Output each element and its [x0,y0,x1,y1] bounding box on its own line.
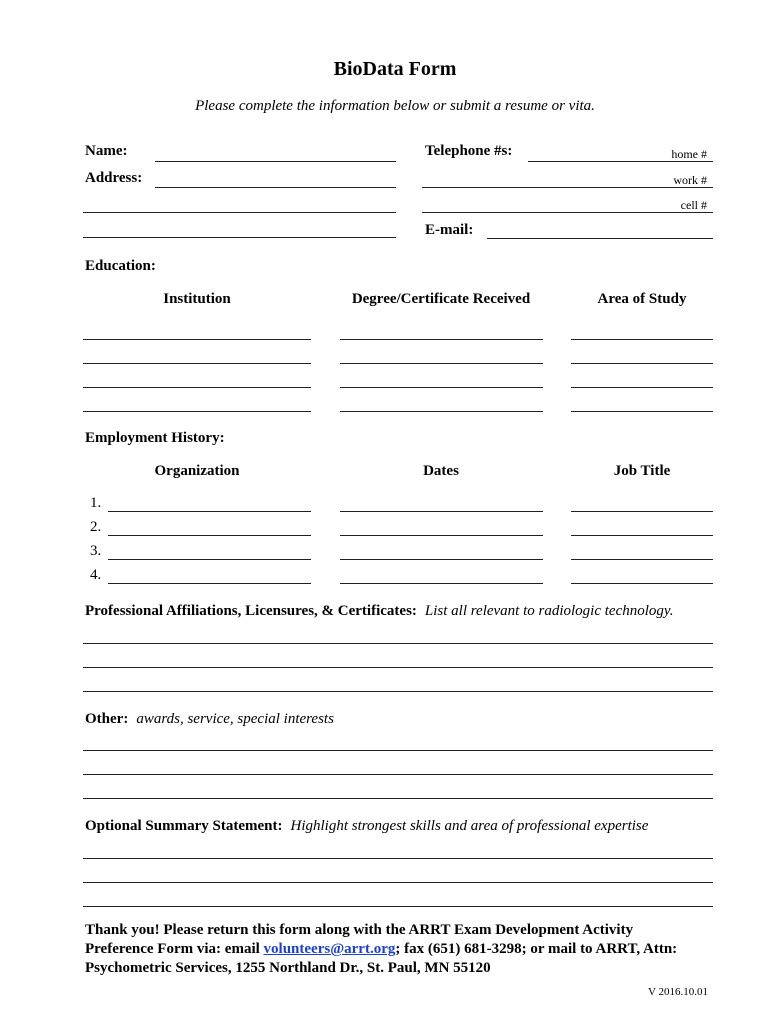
footer-line-3: Psychometric Services, 1255 Northland Dr., St. Paul, MN 55120 [85,960,491,976]
degree-field[interactable] [340,363,543,364]
column-degree: Degree/Certificate Received [351,291,531,307]
job-title-field[interactable] [571,511,713,512]
cell-phone-field[interactable] [422,212,713,213]
employment-heading: Employment History: [85,430,225,446]
other-field[interactable] [83,750,713,751]
address-field-3[interactable] [83,237,396,238]
work-phone-field[interactable] [422,187,713,188]
institution-field[interactable] [83,339,311,340]
job-title-field[interactable] [571,535,713,536]
row-number: 3. [90,543,102,559]
degree-field[interactable] [340,387,543,388]
row-number: 2. [90,519,102,535]
column-organization: Organization [154,463,240,479]
institution-field[interactable] [83,363,311,364]
footer-line-2-pre: Preference Form via: email [85,941,264,957]
address-field-1[interactable] [155,187,396,188]
summary-field[interactable] [83,858,713,859]
organization-field[interactable] [108,511,311,512]
summary-field[interactable] [83,906,713,907]
area-of-study-field[interactable] [571,411,713,412]
affiliations-field[interactable] [83,643,713,644]
row-number: 1. [90,495,102,511]
institution-field[interactable] [83,411,311,412]
footer-line-2-post: ; fax (651) 681-3298; or mail to ARRT, Attn: [395,941,678,957]
affiliations-field[interactable] [83,691,713,692]
column-institution: Institution [163,291,231,307]
email-label: E-mail: [425,222,474,238]
education-heading: Education: [85,258,156,274]
email-link[interactable]: volunteers@arrt.org [263,941,396,957]
degree-field[interactable] [340,339,543,340]
version-label: V 2016.10.01 [648,986,708,998]
area-of-study-field[interactable] [571,363,713,364]
page-title: BioData Form [333,58,457,80]
summary-heading: Optional Summary Statement: [85,818,283,834]
other-section [85,711,334,727]
affiliations-section [85,603,674,619]
work-label: work # [673,173,707,187]
organization-field[interactable] [108,535,311,536]
name-field[interactable] [155,161,396,162]
address-field-2[interactable] [83,212,396,213]
organization-field[interactable] [108,559,311,560]
row-number: 4. [90,567,102,583]
organization-field[interactable] [108,583,311,584]
footer-line-2 [85,942,677,957]
affiliations-hint: List all relevant to radiologic technology. [424,603,674,619]
job-title-field[interactable] [571,583,713,584]
home-phone-field[interactable] [528,161,713,162]
area-of-study-field[interactable] [571,339,713,340]
job-title-field[interactable] [571,559,713,560]
degree-field[interactable] [340,411,543,412]
affiliations-heading: Professional Affiliations, Licensures, & Certificates: [85,603,417,619]
name-label: Name: [85,143,128,159]
dates-field[interactable] [340,559,543,560]
affiliations-field[interactable] [83,667,713,668]
summary-field[interactable] [83,882,713,883]
dates-field[interactable] [340,511,543,512]
column-area-of-study: Area of Study [597,291,687,307]
email-field[interactable] [487,238,713,239]
address-label: Address: [85,170,143,186]
other-hint: awards, service, special interests [136,711,334,727]
subtitle: Please complete the information below or submit a resume or vita. [195,98,595,114]
other-field[interactable] [83,774,713,775]
footer-line-1: Thank you! Please return this form along with the ARRT Exam Development Activity [85,922,634,938]
other-field[interactable] [83,798,713,799]
institution-field[interactable] [83,387,311,388]
home-label: home # [671,147,707,161]
telephone-label: Telephone #s: [425,143,513,159]
dates-field[interactable] [340,583,543,584]
summary-section [85,818,648,834]
area-of-study-field[interactable] [571,387,713,388]
cell-label: cell # [680,198,707,212]
column-dates: Dates [423,463,459,479]
other-heading: Other: [85,711,129,727]
summary-hint: Highlight strongest skills and area of professional expertise [290,818,649,834]
column-job-title: Job Title [613,463,671,479]
dates-field[interactable] [340,535,543,536]
